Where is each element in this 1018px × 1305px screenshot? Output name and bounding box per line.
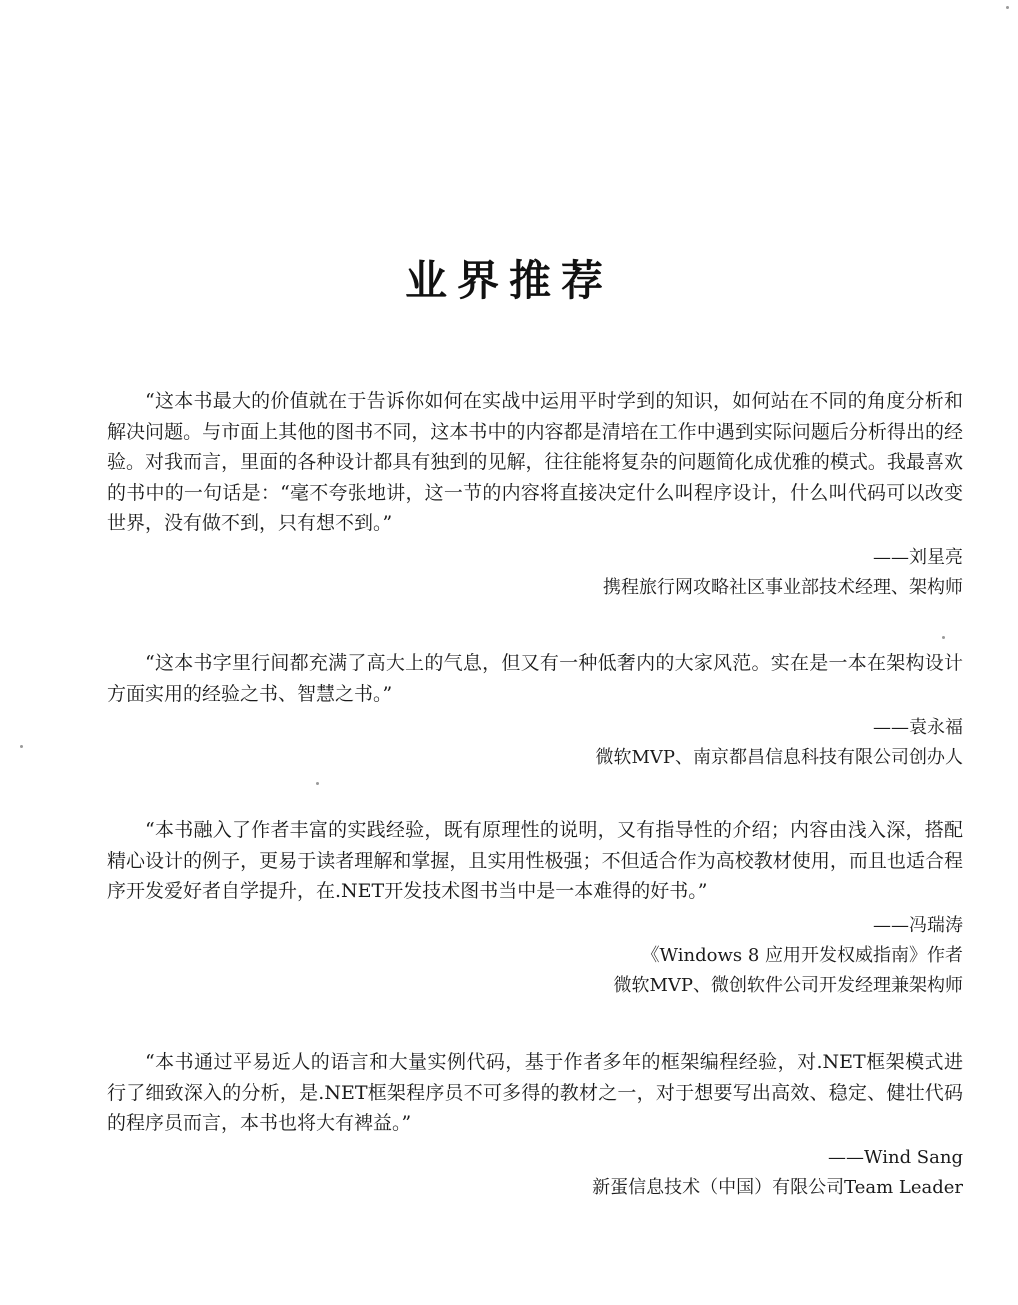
endorsement-affiliation: 微软MVP、微创软件公司开发经理兼架构师 xyxy=(613,974,963,996)
endorsement-3 xyxy=(107,815,963,1001)
endorsement-affiliation: 《Windows 8 应用开发权威指南》作者 xyxy=(641,944,963,966)
endorsement-name: ——刘星亮 xyxy=(873,546,963,568)
page-title: 业界推荐 xyxy=(404,256,613,305)
endorsement-quote: “这本书最大的价值就在于告诉你如何在实战中运用平时学到的知识，如何站在不同的角度分析和解决问题。与市面上其他的图书不同，这本书中的内容都是清培在工作中遇到实际问题后分析得出的经验。对我而言，里面的各种设计都具有独到的见解，往往能将复杂的问题简化成优雅的模式。我最喜欢的书中的一句话是：“毫不夸张地讲，这一节的内容将直接决定什么叫程序设计，什么叫代码可以改变世界，没有做不到，只有想不到。” xyxy=(107,390,963,535)
endorsement-affiliation: 微软MVP、南京都昌信息科技有限公司创办人 xyxy=(595,747,963,769)
endorsement-name: ——袁永福 xyxy=(873,717,963,739)
scan-speck xyxy=(20,745,23,748)
endorsement-quote: “本书通过平易近人的语言和大量实例代码，基于作者多年的框架编程经验，对.NET框架模式进行了细致深入的分析，是.NET框架程序员不可多得的教材之一，对于想要写出高效、稳定、健壮代码的程序员而言，本书也将大有裨益。” xyxy=(107,1051,963,1135)
endorsement-affiliation: 新蛋信息技术（中国）有限公司Team Leader xyxy=(592,1176,963,1198)
endorsement-quote: “这本书字里行间都充满了高大上的气息，但又有一种低奢内的大家风范。实在是一本在架构设计方面实用的经验之书、智慧之书。” xyxy=(107,652,963,705)
endorsement-quote: “本书融入了作者丰富的实践经验，既有原理性的说明，又有指导性的介绍；内容由浅入深，搭配精心设计的例子，更易于读者理解和掌握，且实用性极强；不但适合作为高校教材使用，而且也适合程序开发爱好者自学提升，在.NET开发技术图书当中是一本难得的好书。” xyxy=(107,819,963,903)
endorsement-name: ——Wind Sang xyxy=(828,1146,963,1168)
endorsement-2 xyxy=(107,648,963,773)
scan-speck xyxy=(316,782,319,785)
scan-speck xyxy=(942,636,945,639)
endorsement-1 xyxy=(107,386,963,603)
endorsement-4 xyxy=(107,1047,963,1203)
endorsement-affiliation: 携程旅行网攻略社区事业部技术经理、架构师 xyxy=(603,576,963,598)
endorsement-name: ——冯瑞涛 xyxy=(873,914,963,936)
scan-speck xyxy=(1006,6,1009,9)
